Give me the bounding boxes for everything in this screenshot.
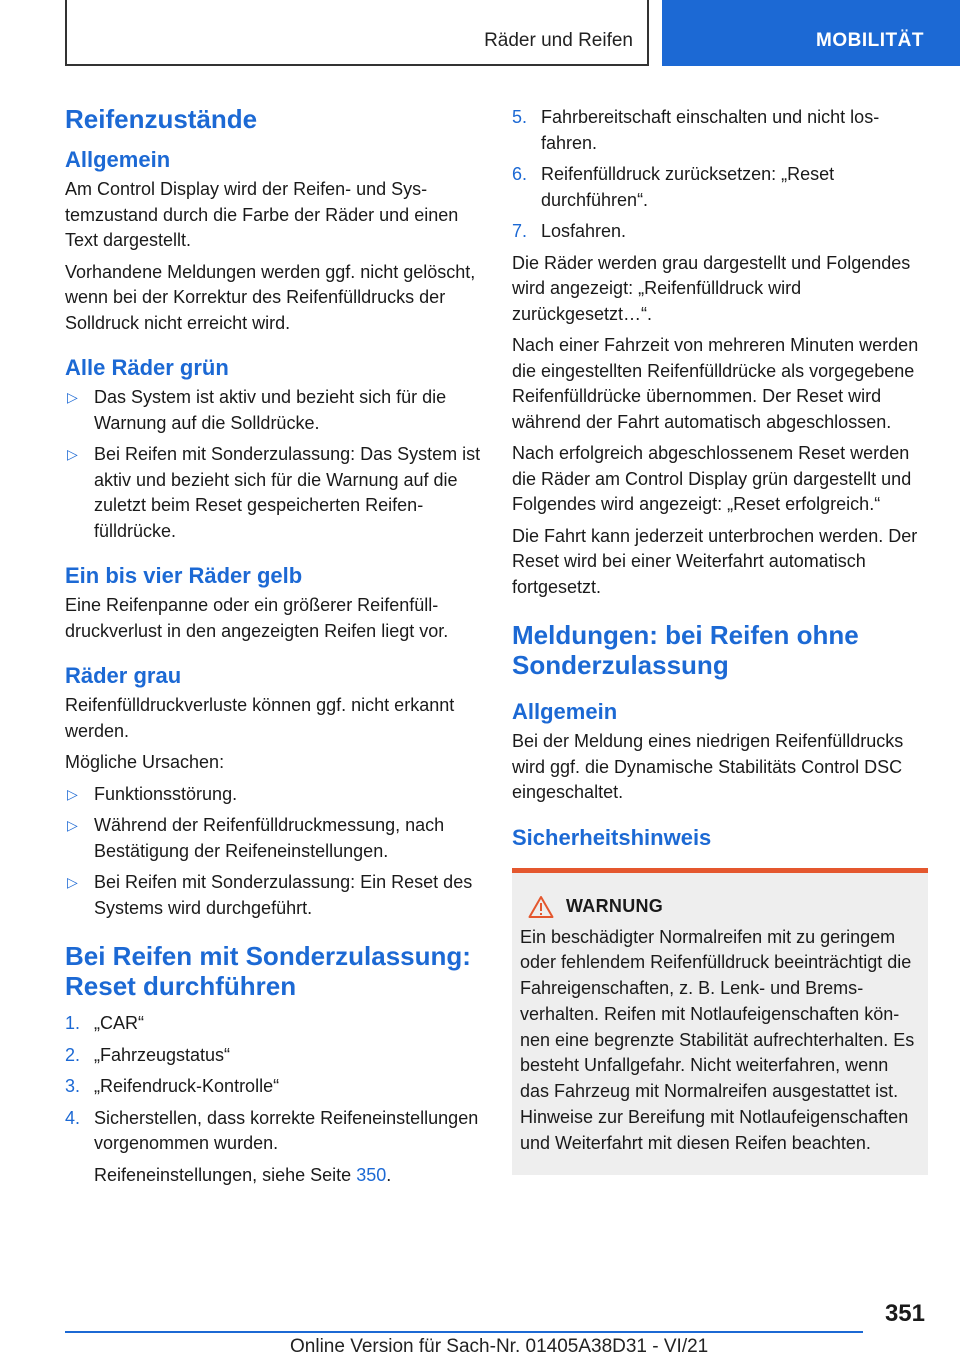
list-item: 6. Reifenfülldruck zurücksetzen: „Reset durchführen“. <box>512 164 835 210</box>
header-category-title: MOBILITÄT <box>816 30 924 51</box>
warning-header <box>528 895 920 919</box>
list-item: 7. Losfahren. <box>512 221 627 241</box>
section-title-meldungen: Meldungen: bei Reifen ohne Sonderzulassung <box>512 620 859 680</box>
paragraph: Eine Reifenpanne oder ein größerer Reifenfülldruckverlust in den angezeigten Reifen liegt vor. <box>65 595 449 641</box>
list-item: 5. Fahrbereitschaft einschalten und nicht losfahren. <box>512 107 880 153</box>
paragraph: Nach einer Fahrzeit von mehreren Minuten werden die eingestellten Reifenfülldrücke als vorgegebene Reifenfülldrücke übernommen. Der Reset wird während der Fahrt automatisch abgeschlossen. <box>512 335 919 432</box>
list-item: 2. „Fahrzeugstatus“ <box>65 1044 231 1065</box>
paragraph: Die Fahrt kann jederzeit unterbrochen werden. Der Reset wird bei einer Weiterfahrt automatisch fortgesetzt. <box>512 525 918 597</box>
paragraph: Bei der Meldung eines niedrigen Reifenfülldrucks wird ggf. die Dynamische Stabilitäts Control DSC eingeschaltet. <box>512 731 904 802</box>
heading-raeder-grau: Räder grau <box>65 663 182 688</box>
paragraph: Vorhandene Meldungen werden ggf. nicht gelöscht, wenn bei der Korrektur des Reifenfülldrucks der Solldruck nicht erreicht wird. <box>65 261 476 333</box>
triangle-bullet-icon: ▷ <box>67 817 78 833</box>
heading-allgemein: Allgemein <box>65 147 171 172</box>
warning-title: WARNUNG <box>566 896 664 916</box>
paragraph: Die Räder werden grau dargestellt und Folgendes wird angezeigt: „Reifenfülldruck wird zurückgesetzt…“. <box>512 252 911 324</box>
bullet-list <box>65 782 481 922</box>
header-section-title: Räder und Reifen <box>484 30 633 51</box>
warning-box <box>512 868 928 1175</box>
triangle-bullet-icon: ▷ <box>67 446 78 462</box>
warning-text: Ein beschädigter Normalreifen mit zu geringem oder fehlendem Reifenfülldruck beeinträchtigt die Fahreigenschaften, z. B. Lenk- und Bremsverhalten. Reifen mit Notlaufeigenschaften können eine begrenzte Stabilität aufrechterhalten. Es besteht Unfallgefahr. Nicht weiterfahren, wenn das Fahrzeug mit Normalreifen ausgestattet ist. Hinweise zur Bereifung mit Notlaufeigenschaften und Weiterfahrt mit diesen Reifen beachten. <box>520 926 915 1153</box>
footer-text: Online Version für Sach-Nr. 01405A38D31 - VI/21 <box>290 1336 709 1357</box>
list-item: ▷ Bei Reifen mit Sonderzulassung: Ein Reset des Systems wird durchgeführt. <box>67 872 473 918</box>
step-note: Reifeneinstellungen, siehe Seite 350. <box>94 1164 392 1185</box>
section-title-reifenzustaende: Reifenzustände <box>65 104 258 134</box>
paragraph: Reifenfülldruckverluste können ggf. nicht erkannt werden. <box>65 695 455 741</box>
list-item: ▷ Funktionsstörung. <box>65 782 481 808</box>
triangle-bullet-icon: ▷ <box>67 389 78 405</box>
header-category-tab <box>662 0 960 66</box>
right-column <box>512 100 928 1175</box>
warning-triangle-icon <box>528 895 554 919</box>
list-item: ▷ Bei Reifen mit Sonderzulassung: Das System ist aktiv und bezieht sich für die Warnung auf die zuletzt beim Reset gespeicherten Reifenfülldrücke. <box>67 444 481 541</box>
paragraph: Am Control Display wird der Reifen- und Systemzustand durch die Farbe der Räder und einen Text dargestellt. <box>65 179 459 250</box>
list-item: 3. „Reifendruck-Kontrolle“ <box>65 1076 280 1096</box>
heading-sicherheitshinweis: Sicherheitshinweis <box>512 824 712 850</box>
heading-allgemein: Allgemein <box>512 699 618 724</box>
triangle-bullet-icon: ▷ <box>67 785 78 802</box>
list-item: ▷ Das System ist aktiv und bezieht sich für die Warnung auf die Solldrücke. <box>67 387 447 433</box>
heading-raeder-gelb: Ein bis vier Räder gelb <box>65 563 303 588</box>
list-item: 1. „CAR“ <box>65 1013 144 1033</box>
step-list <box>65 1011 481 1188</box>
page-number: 351 <box>884 1300 925 1327</box>
header-section-tab <box>65 0 649 66</box>
left-column <box>65 100 481 1194</box>
paragraph: Mögliche Ursachen: <box>65 752 225 772</box>
section-title-reset: Bei Reifen mit Sonderzulassung: Reset durchführen <box>65 941 471 1001</box>
step-list <box>512 105 928 245</box>
paragraph: Nach erfolgreich abgeschlossenem Reset werden die Räder am Control Display grün dargestellt und Folgendes wird angezeigt: „Reset erfolgreich.“ <box>512 443 912 514</box>
triangle-bullet-icon: ▷ <box>67 874 78 890</box>
bullet-list <box>65 385 481 544</box>
footer-divider <box>65 1331 863 1333</box>
heading-alle-raeder-gruen: Alle Räder grün <box>65 355 229 380</box>
page-reference-link[interactable]: 350 <box>356 1164 387 1185</box>
list-item: ▷ Während der Reifenfülldruckmessung, nach Bestätigung der Reifeneinstellungen. <box>67 815 445 861</box>
list-item: 4. Sicherstellen, dass korrekte Reifeneinstellungen vorgenommen wurden. Reifeneinstellungen, siehe Seite 350. <box>65 1106 481 1189</box>
